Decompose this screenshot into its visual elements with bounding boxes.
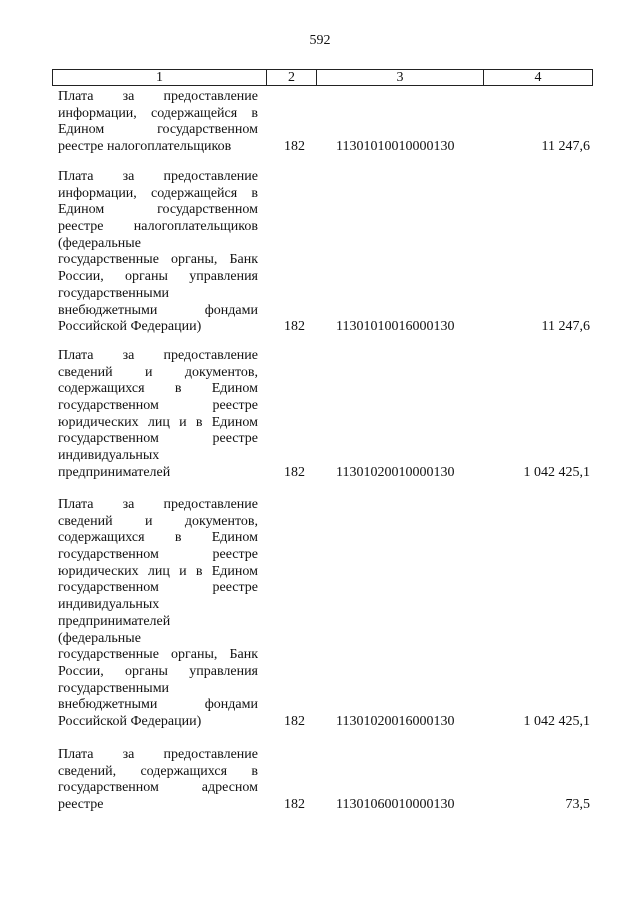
row-amount: 73,5 xyxy=(565,797,590,813)
row-admin-code: 182 xyxy=(284,319,305,335)
table-header xyxy=(52,69,593,86)
table-row xyxy=(58,169,598,336)
table-row xyxy=(58,348,598,482)
row-name-line: юридических лиц и в Едином xyxy=(58,563,258,579)
row-name-line: Плата за предоставление xyxy=(58,169,258,184)
row-name xyxy=(58,169,258,336)
row-name xyxy=(58,89,258,156)
row-name-line: Едином государственном xyxy=(58,202,258,218)
row-name-line: государственном адресном xyxy=(58,780,258,796)
row-admin-code: 182 xyxy=(284,713,305,729)
row-name-line: Плата за предоставление xyxy=(58,747,258,762)
table-row xyxy=(58,497,598,731)
row-name-line: информации, содержащейся в xyxy=(58,105,258,121)
row-name-line: Плата за предоставление xyxy=(58,497,258,512)
row-name-line: информации, содержащейся в xyxy=(58,185,258,201)
row-name-line: государственном реестре xyxy=(58,547,258,563)
row-name-line: реестре налогоплательщиков xyxy=(58,219,258,235)
row-name-line: реестре xyxy=(58,797,104,813)
table-row xyxy=(58,747,598,814)
row-name xyxy=(58,747,258,814)
row-name-line: реестре налогоплательщиков xyxy=(58,139,232,155)
row-admin-code: 182 xyxy=(284,797,305,813)
row-name-line: государственными xyxy=(58,680,170,696)
row-amount: 11 247,6 xyxy=(541,319,590,335)
header-col-3: 3 xyxy=(316,70,483,85)
row-name-line: государственном реестре xyxy=(58,580,258,596)
row-amount: 1 042 425,1 xyxy=(523,713,590,729)
row-name-line: индивидуальных xyxy=(58,448,160,464)
row-name-line: государственном реестре xyxy=(58,431,258,447)
row-name-line: государственные органы, Банк xyxy=(58,647,258,663)
row-name-line: содержащихся в Едином xyxy=(58,530,258,546)
row-name-line: России, органы управления xyxy=(58,269,258,285)
row-name-line: Российской Федерации) xyxy=(58,319,202,335)
header-col-1: 1 xyxy=(156,70,163,85)
row-name-line: внебюджетными фондами xyxy=(58,302,258,318)
header-col-4: 4 xyxy=(483,70,592,85)
row-amount: 1 042 425,1 xyxy=(523,464,590,480)
page-number: 592 xyxy=(309,33,331,48)
row-name-line: предпринимателей xyxy=(58,464,171,480)
row-name xyxy=(58,348,258,482)
row-kbk: 11301020016000130 xyxy=(336,713,455,729)
row-name-line: (федеральные xyxy=(58,235,141,251)
row-name-line: Плата за предоставление xyxy=(58,348,258,363)
row-name-line: внебюджетными фондами xyxy=(58,697,258,713)
row-name-line: сведений, содержащихся в xyxy=(58,763,258,779)
row-name-line: сведений и документов, xyxy=(58,364,258,380)
row-name-line: Плата за предоставление xyxy=(58,89,258,104)
row-name-line: (федеральные xyxy=(58,630,141,646)
table-row xyxy=(58,89,598,156)
row-name-line: Едином государственном xyxy=(58,122,258,138)
row-kbk: 11301020010000130 xyxy=(336,464,455,480)
header-col-2: 2 xyxy=(266,70,316,85)
row-name-line: государственные органы, Банк xyxy=(58,252,258,268)
row-name-line: сведений и документов, xyxy=(58,513,258,529)
row-name-line: юридических лиц и в Едином xyxy=(58,414,258,430)
row-name-line: Российской Федерации) xyxy=(58,713,202,729)
row-admin-code: 182 xyxy=(284,139,305,155)
row-name-line: России, органы управления xyxy=(58,663,258,679)
row-name-line: индивидуальных xyxy=(58,597,160,613)
row-kbk: 11301060010000130 xyxy=(336,797,455,813)
row-name-line: содержащихся в Едином xyxy=(58,381,258,397)
row-name-line: государственном реестре xyxy=(58,398,258,414)
row-name-line: государственными xyxy=(58,285,170,301)
row-kbk: 11301010010000130 xyxy=(336,139,455,155)
row-name xyxy=(58,497,258,731)
row-name-line: предпринимателей xyxy=(58,613,171,629)
row-amount: 11 247,6 xyxy=(541,139,590,155)
row-admin-code: 182 xyxy=(284,464,305,480)
row-kbk: 11301010016000130 xyxy=(336,319,455,335)
